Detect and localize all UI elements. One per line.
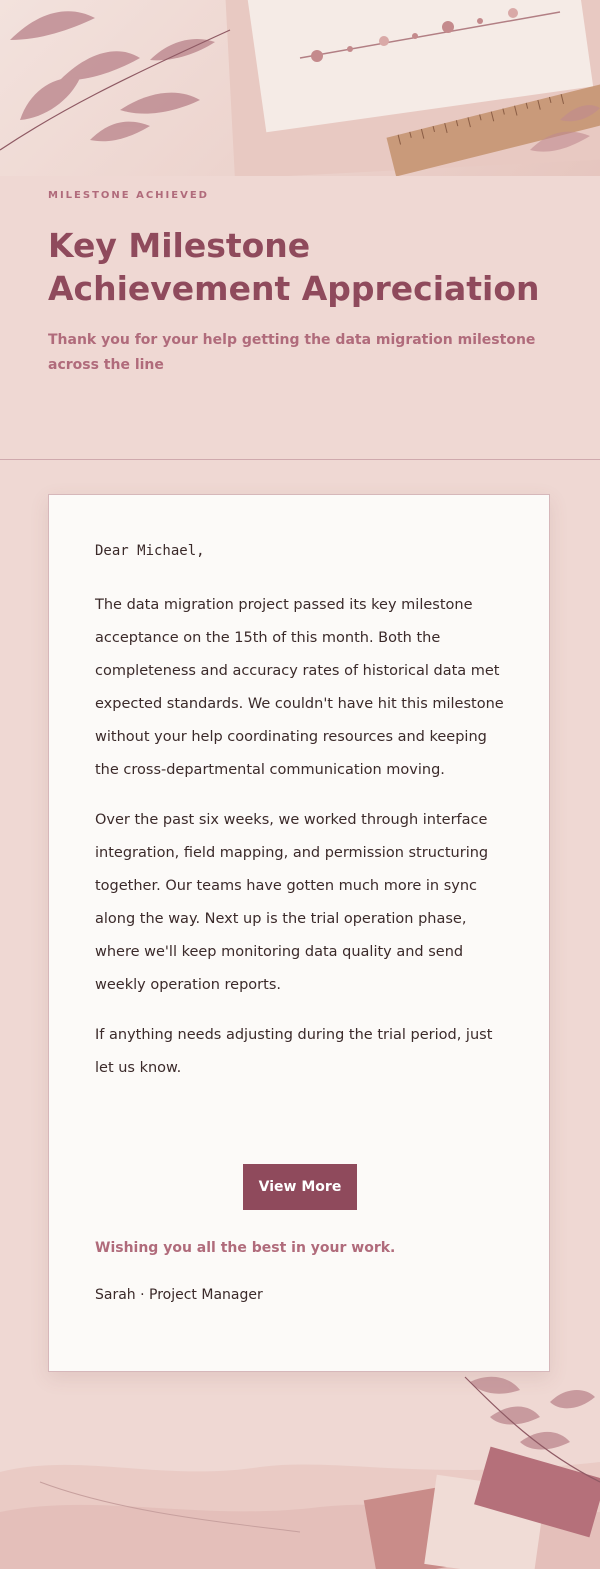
email-header xyxy=(48,190,552,378)
page-subtitle: Thank you for your help getting the data migration milestone across the line xyxy=(48,332,536,373)
view-more-button[interactable]: View More xyxy=(243,1164,357,1210)
hero-illustration xyxy=(0,0,600,176)
letter-closing: Wishing you all the best in your work. xyxy=(95,1240,396,1256)
letter-signature: Sarah · Project Manager xyxy=(95,1287,263,1303)
footer-illustration xyxy=(0,1372,600,1569)
header-divider xyxy=(0,459,600,460)
eyebrow-label: MILESTONE ACHIEVED xyxy=(48,190,209,201)
letter-paragraph-1: The data migration project passed its key milestone acceptance on the 15th of this month. Both the completeness and accuracy rates of historical data met expected standards. We couldn't have hit this milestone without your help coordinating resources and keeping the cross-departmental communication moving. xyxy=(95,597,504,778)
letter-greeting: Dear Michael, xyxy=(95,543,205,559)
page-title: Key Milestone Achievement Appreciation xyxy=(48,226,540,308)
button-container xyxy=(49,1164,551,1210)
letter-body xyxy=(95,541,505,1102)
letter-paragraph-2: Over the past six weeks, we worked through interface integration, field mapping, and permission structuring together. Our teams have gotten much more in sync along the way. Next up is the trial operation phase, where we'll keep monitoring data quality and send weekly operation reports. xyxy=(95,812,489,993)
letter-card xyxy=(48,494,550,1372)
letter-paragraph-3: If anything needs adjusting during the trial period, just let us know. xyxy=(95,1027,493,1076)
